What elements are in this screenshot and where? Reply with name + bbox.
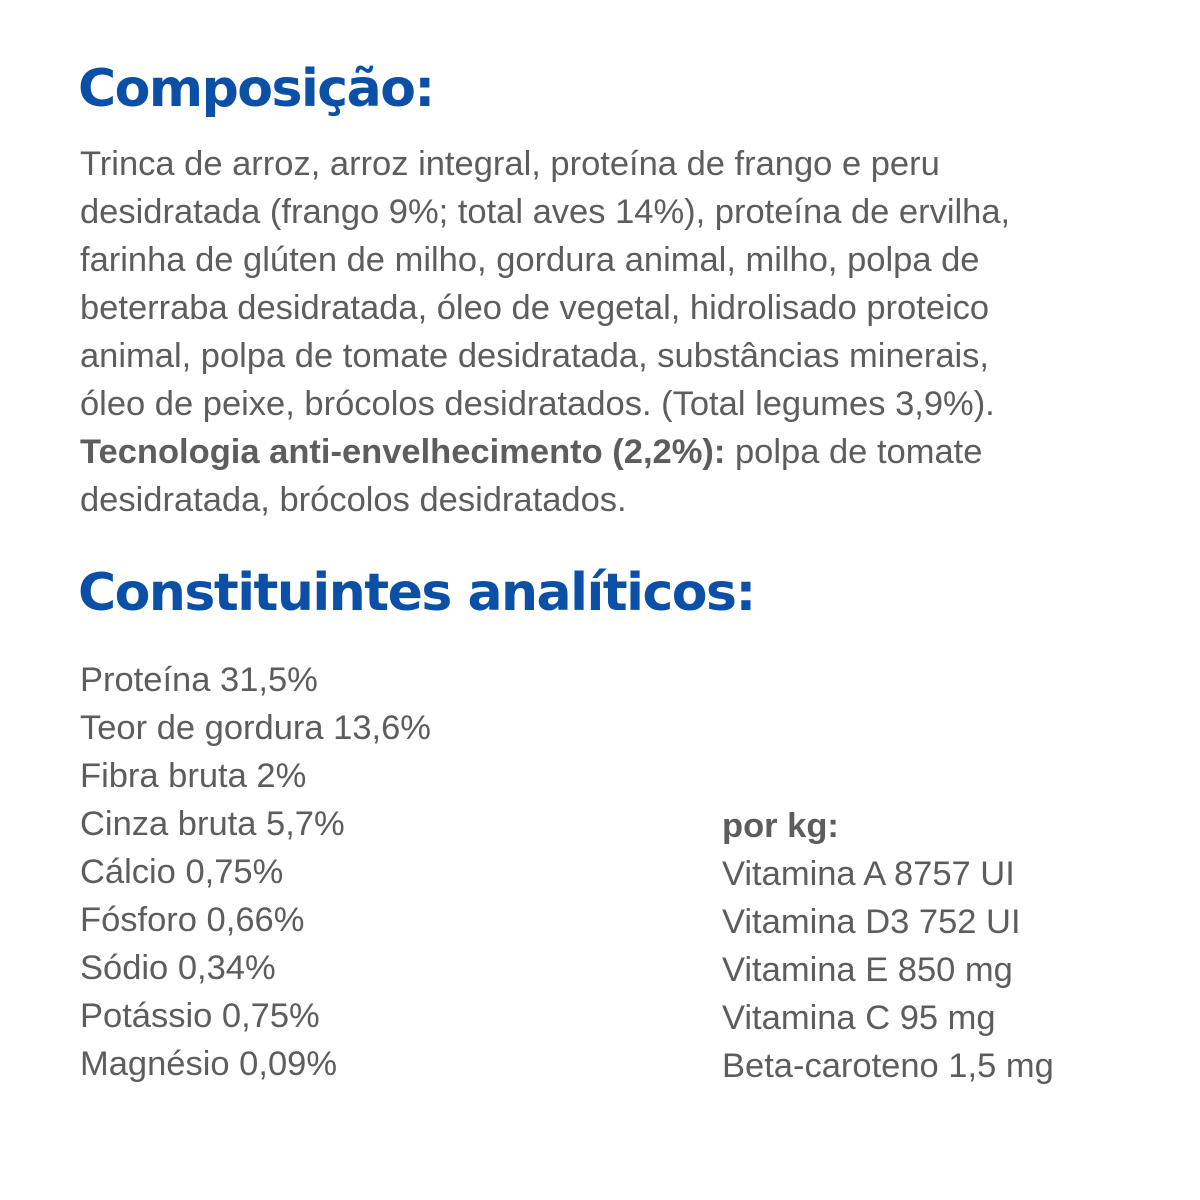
list-item: Proteína 31,5% xyxy=(80,661,318,699)
composition-line: desidratada, brócolos desidratados. xyxy=(80,481,627,519)
list-item: Teor de gordura 13,6% xyxy=(80,709,431,747)
composition-line: óleo de peixe, brócolos desidratados. (Total legumes 3,9%). xyxy=(80,385,995,423)
list-item: Fósforo 0,66% xyxy=(80,901,305,939)
composition-line: beterraba desidratada, óleo de vegetal, hidrolisado proteico xyxy=(80,289,990,327)
composition-heading: Composição: xyxy=(78,59,434,119)
composition-text xyxy=(80,140,1150,524)
list-item: Beta-caroteno 1,5 mg xyxy=(722,1047,1054,1085)
analytic-constituents-heading: Constituintes analíticos: xyxy=(78,563,755,623)
composition-line: desidratada (frango 9%; total aves 14%), proteína de ervilha, xyxy=(80,193,1011,231)
composition-line: Trinca de arroz, arroz integral, proteína de frango e peru xyxy=(80,145,940,183)
list-item: Sódio 0,34% xyxy=(80,949,276,987)
composition-line: animal, polpa de tomate desidratada, substâncias minerais, xyxy=(80,337,990,375)
list-item: Vitamina E 850 mg xyxy=(722,951,1013,989)
list-item: Potássio 0,75% xyxy=(80,997,320,1035)
per-kg-label: por kg: xyxy=(722,807,839,845)
list-item: Vitamina C 95 mg xyxy=(722,999,996,1037)
composition-line: farinha de glúten de milho, gordura animal, milho, polpa de xyxy=(80,241,980,279)
analytic-constituents-list xyxy=(80,656,431,1088)
list-item: Cinza bruta 5,7% xyxy=(80,805,345,843)
list-item: Vitamina D3 752 UI xyxy=(722,903,1021,941)
list-item: Magnésio 0,09% xyxy=(80,1045,337,1083)
list-item: Cálcio 0,75% xyxy=(80,853,284,891)
list-item: Fibra bruta 2% xyxy=(80,757,307,795)
per-kg-vitamins-list xyxy=(722,802,1054,1090)
composition-tech-line xyxy=(80,428,1150,476)
list-item: Vitamina A 8757 UI xyxy=(722,855,1015,893)
tech-text: polpa de tomate xyxy=(725,433,983,471)
tech-label: Tecnologia anti-envelhecimento (2,2%): xyxy=(80,433,726,471)
